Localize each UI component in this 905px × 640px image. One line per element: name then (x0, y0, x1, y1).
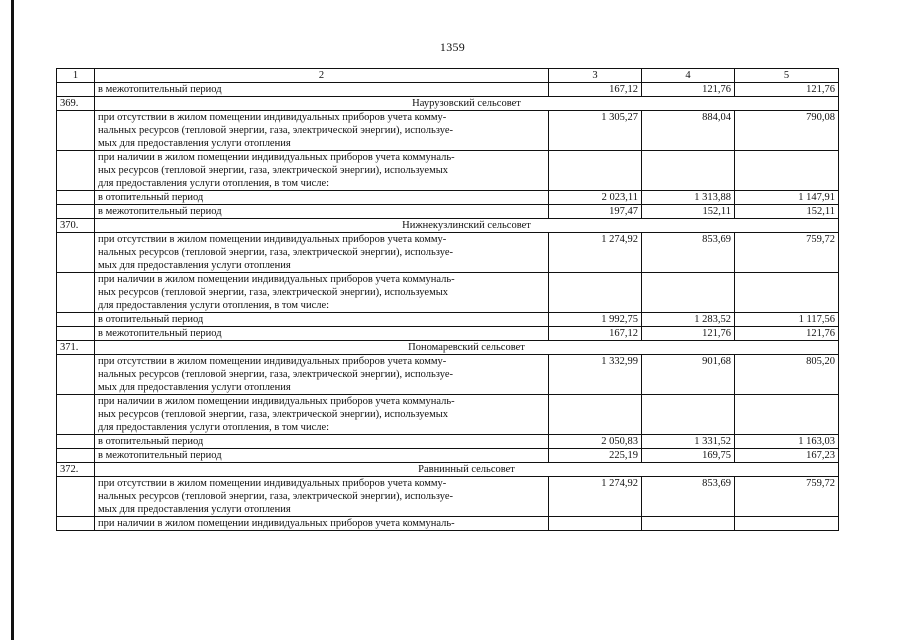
description-line: при отсутствии в жилом помещении индивидуальных приборов учета комму- (98, 234, 447, 245)
value-col-5 (735, 151, 839, 191)
table-row (57, 191, 839, 205)
row-number (57, 191, 95, 205)
value-col-5: 121,76 (735, 327, 839, 341)
row-description (95, 355, 549, 395)
section-title: Нижнекузлинский сельсовет (95, 219, 839, 233)
table-row (57, 111, 839, 151)
description-line: мых для предоставления услуги отопления (98, 504, 291, 515)
description-line: ных ресурсов (тепловой энергии, газа, электрической энергии), используемых (98, 287, 449, 298)
table-row (57, 449, 839, 463)
table-row (57, 233, 839, 273)
value-col-3: 1 992,75 (549, 313, 642, 327)
description-line: при отсутствии в жилом помещении индивидуальных приборов учета комму- (98, 478, 447, 489)
section-row (57, 463, 839, 477)
value-col-4: 1 283,52 (642, 313, 735, 327)
row-number: 369. (57, 97, 95, 111)
section-title: Пономаревский сельсовет (95, 341, 839, 355)
value-col-4: 121,76 (642, 327, 735, 341)
description-line: мых для предоставления услуги отопления (98, 260, 291, 271)
row-number: 372. (57, 463, 95, 477)
description-line: при отсутствии в жилом помещении индивидуальных приборов учета комму- (98, 112, 447, 123)
table-row (57, 435, 839, 449)
tariff-table (56, 68, 839, 531)
description-line: ных ресурсов (тепловой энергии, газа, электрической энергии), используемых (98, 409, 449, 420)
row-number (57, 233, 95, 273)
description-line: нальных ресурсов (тепловой энергии, газа, электрической энергии), используе- (98, 247, 453, 258)
description-line: для предоставления услуги отопления, в том числе: (98, 300, 330, 311)
row-description (95, 111, 549, 151)
row-description: в межотопительный период (95, 205, 549, 219)
table-header-row (57, 69, 839, 83)
value-col-3: 225,19 (549, 449, 642, 463)
value-col-3: 167,12 (549, 83, 642, 97)
row-number (57, 435, 95, 449)
row-description: в отопительный период (95, 191, 549, 205)
header-col-4: 4 (642, 69, 735, 83)
section-title: Равнинный сельсовет (95, 463, 839, 477)
row-description (95, 477, 549, 517)
value-col-3: 197,47 (549, 205, 642, 219)
header-col-1: 1 (57, 69, 95, 83)
value-col-5: 759,72 (735, 233, 839, 273)
value-col-4: 884,04 (642, 111, 735, 151)
value-col-4: 1 331,52 (642, 435, 735, 449)
header-col-3: 3 (549, 69, 642, 83)
value-col-3: 2 023,11 (549, 191, 642, 205)
description-line: нальных ресурсов (тепловой энергии, газа, электрической энергии), используе- (98, 491, 453, 502)
table-row (57, 517, 839, 531)
value-col-4: 853,69 (642, 233, 735, 273)
table-row (57, 313, 839, 327)
value-col-4: 901,68 (642, 355, 735, 395)
value-col-5: 167,23 (735, 449, 839, 463)
row-number (57, 111, 95, 151)
value-col-3 (549, 151, 642, 191)
table-row (57, 151, 839, 191)
row-number (57, 477, 95, 517)
description-line: нальных ресурсов (тепловой энергии, газа, электрической энергии), используе- (98, 369, 453, 380)
description-line: при наличии в жилом помещении индивидуальных приборов учета коммуналь- (98, 518, 455, 529)
description-line: нальных ресурсов (тепловой энергии, газа, электрической энергии), используе- (98, 125, 453, 136)
value-col-4: 169,75 (642, 449, 735, 463)
table-row (57, 205, 839, 219)
description-line: для предоставления услуги отопления, в том числе: (98, 422, 330, 433)
header-col-5: 5 (735, 69, 839, 83)
row-description (95, 517, 549, 531)
row-number (57, 327, 95, 341)
table-row (57, 355, 839, 395)
row-number (57, 355, 95, 395)
value-col-3: 1 274,92 (549, 233, 642, 273)
row-description: в отопительный период (95, 435, 549, 449)
row-description: в межотопительный период (95, 83, 549, 97)
row-number (57, 313, 95, 327)
description-line: при отсутствии в жилом помещении индивидуальных приборов учета комму- (98, 356, 447, 367)
value-col-5: 805,20 (735, 355, 839, 395)
description-line: мых для предоставления услуги отопления (98, 138, 291, 149)
row-number (57, 449, 95, 463)
row-number (57, 273, 95, 313)
table-row (57, 273, 839, 313)
value-col-4 (642, 517, 735, 531)
table-row (57, 477, 839, 517)
value-col-4 (642, 151, 735, 191)
value-col-3: 2 050,83 (549, 435, 642, 449)
row-description (95, 273, 549, 313)
value-col-4: 121,76 (642, 83, 735, 97)
row-description: в межотопительный период (95, 327, 549, 341)
description-line: при наличии в жилом помещении индивидуальных приборов учета коммуналь- (98, 274, 455, 285)
description-line: при наличии в жилом помещении индивидуальных приборов учета коммуналь- (98, 152, 455, 163)
page-number: 1359 (439, 40, 466, 54)
value-col-5 (735, 273, 839, 313)
value-col-5: 759,72 (735, 477, 839, 517)
value-col-3: 1 305,27 (549, 111, 642, 151)
section-title: Наурузовский сельсовет (95, 97, 839, 111)
value-col-3 (549, 517, 642, 531)
value-col-3: 1 274,92 (549, 477, 642, 517)
row-description (95, 151, 549, 191)
value-col-3 (549, 273, 642, 313)
value-col-5: 790,08 (735, 111, 839, 151)
description-line: мых для предоставления услуги отопления (98, 382, 291, 393)
value-col-5 (735, 517, 839, 531)
row-number (57, 151, 95, 191)
row-description (95, 395, 549, 435)
section-row (57, 219, 839, 233)
row-number (57, 517, 95, 531)
value-col-5: 121,76 (735, 83, 839, 97)
value-col-5: 152,11 (735, 205, 839, 219)
value-col-5: 1 147,91 (735, 191, 839, 205)
value-col-3 (549, 395, 642, 435)
row-description (95, 233, 549, 273)
section-row (57, 341, 839, 355)
value-col-3: 1 332,99 (549, 355, 642, 395)
value-col-4: 853,69 (642, 477, 735, 517)
value-col-4: 152,11 (642, 205, 735, 219)
row-number (57, 83, 95, 97)
binding-bar (11, 0, 14, 640)
table-row (57, 83, 839, 97)
value-col-5 (735, 395, 839, 435)
value-col-3: 167,12 (549, 327, 642, 341)
value-col-5: 1 163,03 (735, 435, 839, 449)
value-col-4: 1 313,88 (642, 191, 735, 205)
row-description: в отопительный период (95, 313, 549, 327)
header-col-2: 2 (95, 69, 549, 83)
value-col-5: 1 117,56 (735, 313, 839, 327)
row-number: 371. (57, 341, 95, 355)
table-row (57, 395, 839, 435)
description-line: при наличии в жилом помещении индивидуальных приборов учета коммуналь- (98, 396, 455, 407)
table-row (57, 327, 839, 341)
value-col-4 (642, 395, 735, 435)
description-line: для предоставления услуги отопления, в том числе: (98, 178, 330, 189)
row-number: 370. (57, 219, 95, 233)
row-description: в межотопительный период (95, 449, 549, 463)
section-row (57, 97, 839, 111)
row-number (57, 395, 95, 435)
description-line: ных ресурсов (тепловой энергии, газа, электрической энергии), используемых (98, 165, 449, 176)
value-col-4 (642, 273, 735, 313)
row-number (57, 205, 95, 219)
